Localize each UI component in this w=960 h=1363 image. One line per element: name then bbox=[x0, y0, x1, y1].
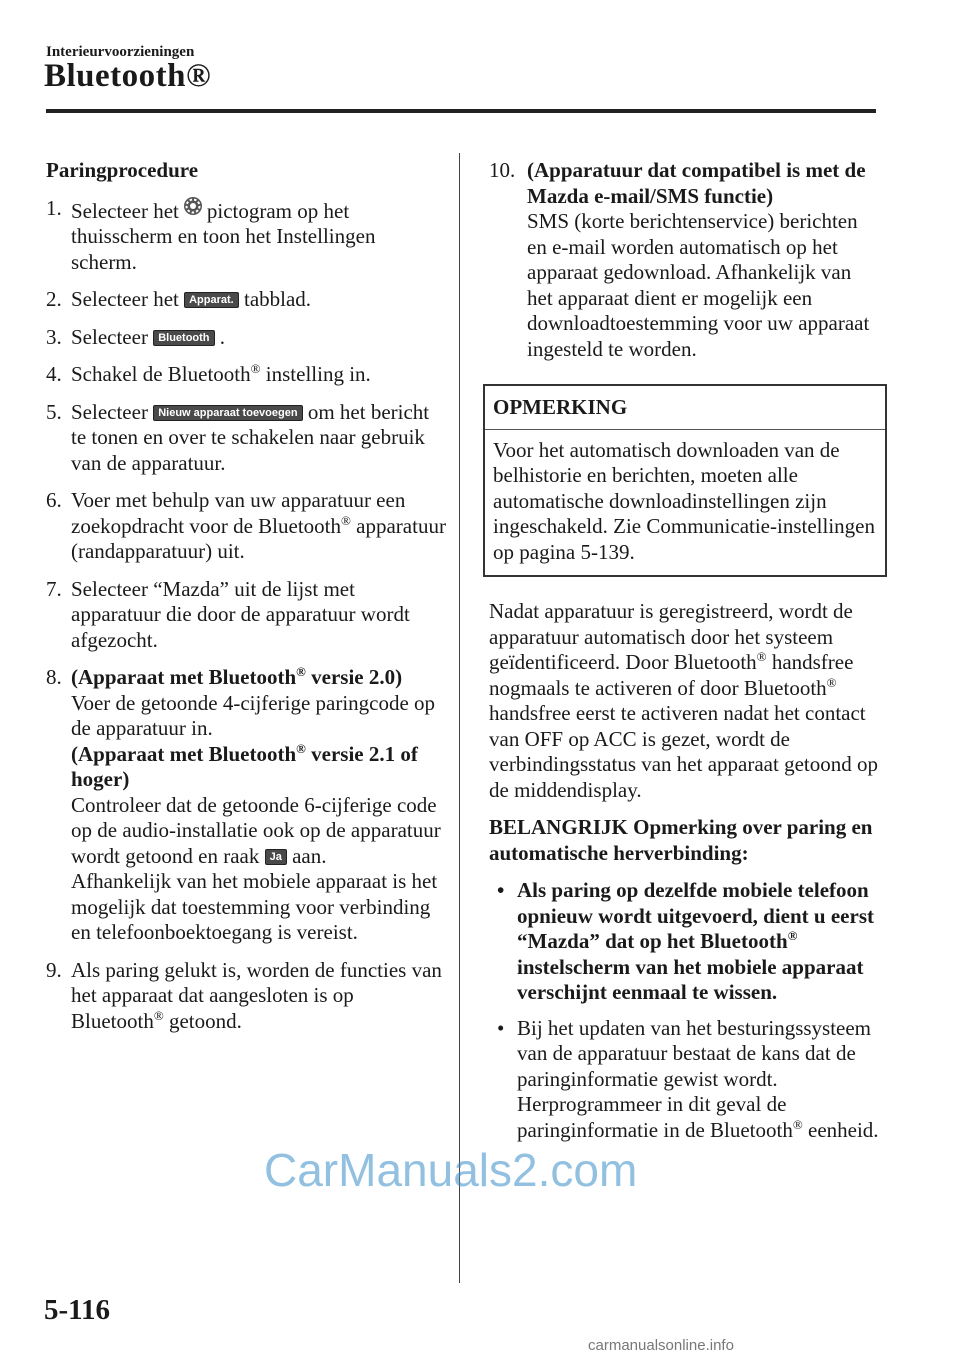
note-body: Voor het automatisch downloaden van de belhistorie en berichten, moeten alle automatische downloadinstellingen zijn ingeschakeld. Zie Communicatie-instellingen op pagina 5-139. bbox=[493, 437, 875, 564]
step-4 bbox=[46, 362, 446, 388]
step-5 bbox=[46, 400, 446, 477]
step-number: 7. bbox=[46, 576, 62, 601]
header-rule bbox=[46, 109, 876, 113]
step-number: 8. bbox=[46, 665, 62, 689]
section-label: Interieurvoorzieningen bbox=[46, 44, 195, 60]
right-column bbox=[489, 158, 881, 1153]
step-8-heading-1: (Apparaat met Bluetooth® versie 2.0) bbox=[71, 664, 403, 689]
step-8-text-2: Controleer dat de getoonde 6-cijferige code op de audio-installatie ook op de apparatuur wordt getoond en raak Ja aan. bbox=[71, 792, 441, 868]
step-text: tabblad. bbox=[243, 287, 312, 311]
step-text: Selecteer bbox=[71, 324, 148, 349]
page-title: Bluetooth® bbox=[44, 58, 212, 94]
step-text: . bbox=[219, 324, 226, 349]
bullet-item: • Bij het updaten van het besturingssysteem van de apparatuur bestaat de kans dat de paringinformatie gewist wordt. Herprogrammeer in dit geval de paringinformatie in de Bluetooth® eenheid. bbox=[497, 1015, 879, 1142]
registration-paragraph: Nadat apparatuur is geregistreerd, wordt de apparatuur automatisch door het systeem geïdentificeerd. Door Bluetooth® handsfree nogmaals te activeren of door Bluetooth® handsfree eerst te activeren nadat het contact van OFF op ACC is gezet, wordt de verbindingsstatus van het apparaat getoond op de middendisplay. bbox=[489, 599, 878, 802]
settings-gear-icon bbox=[183, 196, 203, 216]
bullet-dot: • bbox=[497, 878, 505, 902]
step-text: Selecteer het bbox=[71, 287, 179, 311]
step-number: 2. bbox=[46, 287, 62, 311]
step-text: Schakel de Bluetooth bbox=[71, 362, 251, 386]
apparat-tab-button: Apparat. bbox=[184, 292, 239, 308]
step-text: Selecteer “Mazda” uit de lijst met apparatuur die door de apparatuur wordt afgezocht. bbox=[71, 576, 410, 652]
step-8 bbox=[46, 665, 446, 946]
registered-mark: ® bbox=[153, 1007, 164, 1023]
important-heading: BELANGRIJK Opmerking over paring en automatische herverbinding: bbox=[489, 815, 873, 865]
step-text: Selecteer het bbox=[71, 198, 179, 223]
step-number: 1. bbox=[46, 195, 62, 220]
procedure-heading: Paringprocedure bbox=[46, 158, 199, 182]
step-number: 3. bbox=[46, 324, 62, 349]
step-number: 4. bbox=[46, 362, 62, 386]
step-6 bbox=[46, 488, 446, 565]
add-device-button: Nieuw apparaat toevoegen bbox=[153, 405, 302, 421]
bullet-item: • Als paring op dezelfde mobiele telefoon opnieuw wordt uitgevoerd, dient u eerst “Mazda” dat op het Bluetooth® instelscherm van het mobiele apparaat verschijnt eenmaal te wissen. bbox=[497, 878, 874, 1004]
step-text: Voer met behulp van uw apparatuur een zoekopdracht voor de Bluetooth bbox=[71, 488, 406, 538]
page-number: 5-116 bbox=[44, 1294, 111, 1326]
step-1 bbox=[46, 196, 446, 276]
step-text: Afhankelijk van het mobiele apparaat is het mogelijk dat toestemming voor verbinding en telefoonboektoegang is vereist. bbox=[71, 869, 438, 944]
step-text: Selecteer bbox=[71, 399, 148, 424]
step-7 bbox=[46, 577, 446, 654]
registered-mark: ® bbox=[250, 361, 261, 376]
step-8-heading-2: (Apparaat met Bluetooth® versie 2.1 of hoger) bbox=[71, 740, 418, 791]
step-3 bbox=[46, 325, 446, 351]
step-text: Als paring gelukt is, worden de functies van het apparaat dat aangesloten is op Bluetooth bbox=[71, 957, 442, 1033]
registered-mark: ® bbox=[341, 512, 351, 528]
bluetooth-button: Bluetooth bbox=[153, 330, 214, 346]
ja-button: Ja bbox=[265, 849, 287, 865]
watermark-logo: CarManuals2.com bbox=[264, 1144, 638, 1196]
step-text: pictogram op het thuisscherm en toon het Instellingen scherm. bbox=[71, 198, 376, 274]
step-text: instelling in. bbox=[260, 362, 371, 386]
column-divider bbox=[459, 153, 460, 1283]
step-2 bbox=[46, 287, 446, 313]
step-text: SMS (korte berichtenservice) berichten en e-mail worden automatisch op het apparaat gedownload. Afhankelijk van het apparaat dient er mogelijk een downloadtoestemming voor uw apparaat ingesteld te worden. bbox=[527, 209, 870, 361]
step-9 bbox=[46, 958, 446, 1035]
step-text: Voer de getoonde 4-cijferige paringcode op de apparatuur in. bbox=[71, 690, 436, 740]
bullet-dot: • bbox=[497, 1015, 505, 1040]
left-column bbox=[46, 158, 446, 1046]
step-10-heading: (Apparatuur dat compatibel is met de Mazda e-mail/SMS functie) bbox=[527, 158, 866, 208]
step-number: 10. bbox=[489, 158, 516, 182]
step-number: 5. bbox=[46, 399, 62, 424]
step-text: getoond. bbox=[163, 1008, 242, 1033]
step-10 bbox=[489, 158, 881, 362]
step-number: 6. bbox=[46, 488, 62, 512]
note-box bbox=[483, 384, 887, 577]
step-text: om het bericht te tonen en over te schakelen naar gebruik van de apparatuur. bbox=[71, 399, 430, 475]
step-text: apparatuur (randapparatuur) uit. bbox=[71, 513, 446, 563]
watermark-url: carmanualsonline.info bbox=[588, 1337, 734, 1354]
note-heading: OPMERKING bbox=[485, 386, 885, 430]
step-number: 9. bbox=[46, 957, 62, 982]
